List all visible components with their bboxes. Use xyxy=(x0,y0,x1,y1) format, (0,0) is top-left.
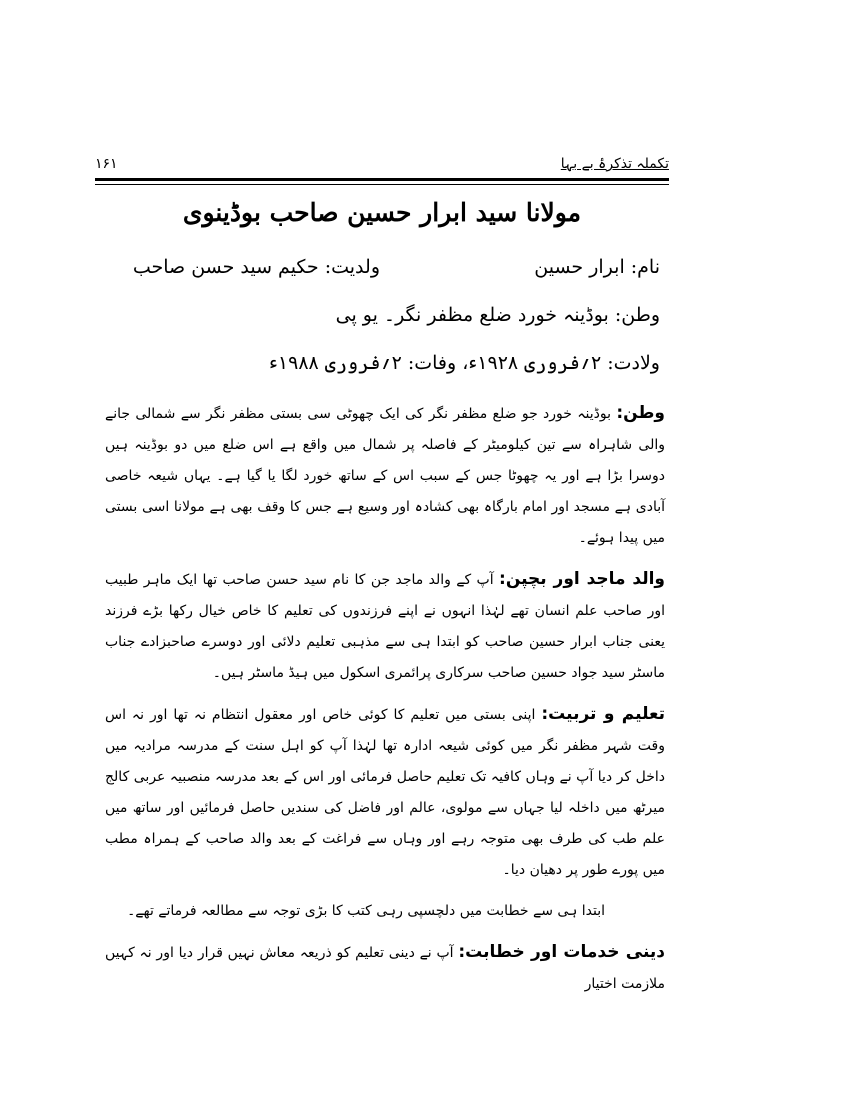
body-text xyxy=(105,398,665,1010)
section-heading: دینی خدمات اور خطابت: xyxy=(458,942,665,962)
book-title: تکملہ تذکرۂ بے بہا xyxy=(560,156,669,172)
info-dates: ولادت: ۲؍فروری ۱۹۲۸ء، وفات: ۲؍فروری ۱۹۸۸ء xyxy=(268,352,660,374)
page-header xyxy=(95,150,669,180)
section-text: بوڈینہ خورد جو ضلع مظفر نگر کی ایک چھوٹی سی بستی مظفر نگر سے شمالی جانے والی شاہراہ سے تین کیلومیٹر کے فاصلہ پر شمال میں واقع ہے اس ضلع میں دو بوڈینہ ہیں دوسرا بڑا ہے اور یہ چھوٹا جس کے سبب اس کے ساتھ خورد لگا یا گیا ہے۔ یہاں شیعہ خاصی آبادی ہے مسجد اور امام بارگاہ بھی کشادہ اور وسیع ہے جس کا وقف بھی ہے مولانا اسی بستی میں پیدا ہوئے۔ xyxy=(105,406,665,546)
page-title: مولانا سید ابرار حسین صاحب بوڈینوی xyxy=(182,198,582,227)
section-religious-services xyxy=(105,937,665,1000)
header-rule-thin xyxy=(95,184,669,185)
section-father-childhood xyxy=(105,564,665,689)
section-oratory-note xyxy=(105,896,665,927)
section-heading: تعلیم و تربیت: xyxy=(541,704,665,724)
section-text: اپنی بستی میں تعلیم کا کوئی خاص اور معقول انتظام نہ تھا اور نہ اس وقت شہر مظفر نگر میں کوئی شیعہ ادارہ تھا لہٰذا آپ کو اہل سنت کے مدرسہ مرادیہ میں داخل کر دیا آپ نے وہاں کافیہ تک تعلیم حاصل فرمائی اور اس کے بعد مدرسہ منصبیہ عربی کالج میرٹھ میں داخلہ لیا جہاں سے مولوی، عالم اور فاضل کی سندیں حاصل فرمائیں اور ساتھ میں علم طب کی طرف بھی متوجہ رہے اور وہاں سے فراغت کے بعد والد صاحب کے ہمراہ مطب میں پورے طور پر دھیان دیا۔ xyxy=(105,707,665,878)
section-education xyxy=(105,699,665,886)
section-heading: والد ماجد اور بچپن: xyxy=(499,569,665,589)
section-heading: وطن: xyxy=(616,403,665,423)
section-homeland xyxy=(105,398,665,554)
info-name: نام: ابرار حسین xyxy=(534,256,660,278)
section-text: ابتدا ہی سے خطابت میں دلچسپی رہی کتب کا بڑی توجہ سے مطالعہ فرماتے تھے۔ xyxy=(127,903,605,919)
page-number: ۱۶۱ xyxy=(95,156,118,172)
section-text: آپ کے والد ماجد جن کا نام سید حسن صاحب تھا ایک ماہر طبیب اور صاحب علم انسان تھے لہٰذا انہوں نے اپنے فرزندوں کی تعلیم کا خاص خیال رکھا بڑے فرزند یعنی جناب ابرار حسین صاحب کو ابتدا ہی سے مذہبی تعلیم دلائی اور دوسرے صاحبزادے جناب ماسٹر سید جواد حسین صاحب سرکاری پرائمری اسکول میں ہیڈ ماسٹر ہیں۔ xyxy=(105,572,665,681)
info-home: وطن: بوڈینہ خورد ضلع مظفر نگر۔ یو پی xyxy=(335,304,660,326)
header-rule-thick xyxy=(95,178,669,181)
info-father: ولدیت: حکیم سید حسن صاحب xyxy=(132,256,380,278)
section-text: آپ نے دینی تعلیم کو ذریعہ معاش نہیں قرار دیا اور نہ کہیں ملازمت اختیار xyxy=(105,945,665,992)
